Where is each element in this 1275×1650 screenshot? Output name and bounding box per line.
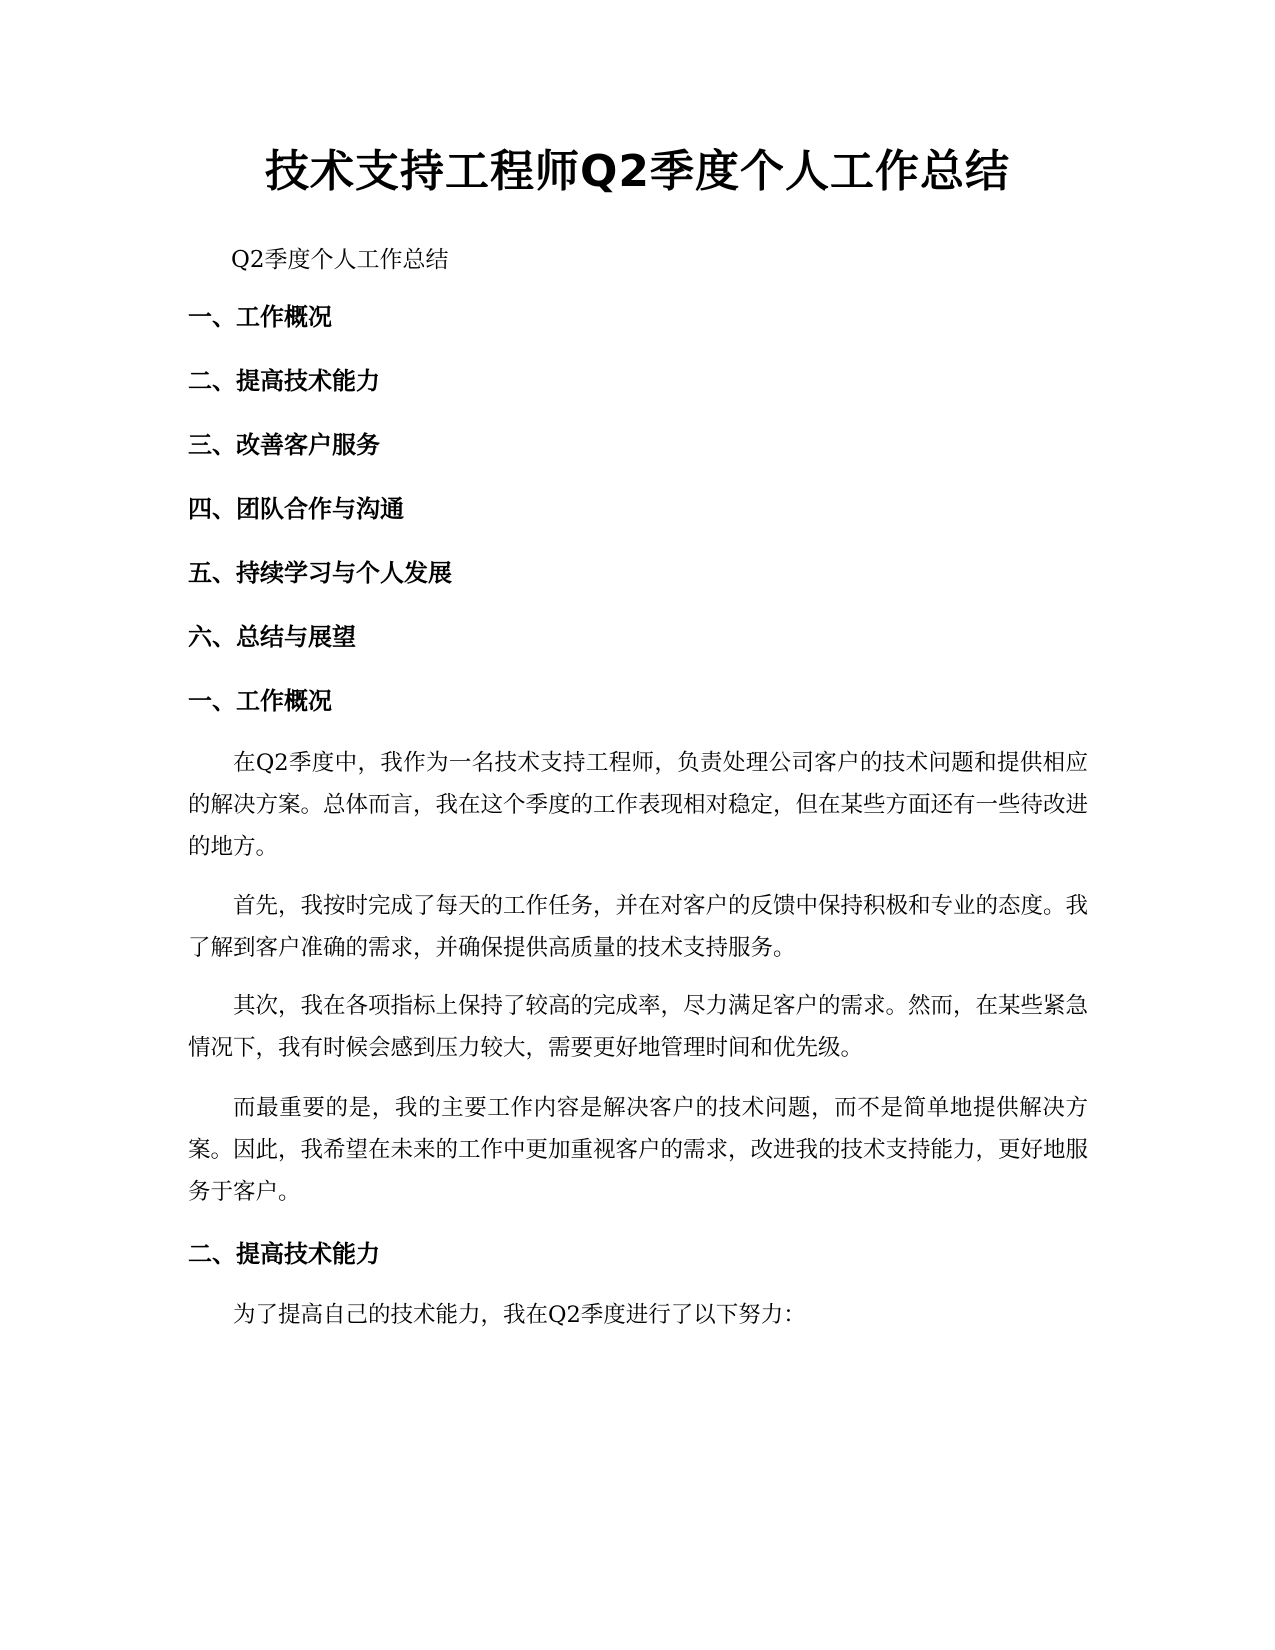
section-heading: 二、提高技术能力	[188, 1240, 380, 1268]
toc-item: 一、工作概况	[188, 303, 332, 331]
body-paragraph: 首先，我按时完成了每天的工作任务，并在对客户的反馈中保持积极和专业的态度。我了解到客户准确的需求，并确保提供高质量的技术支持服务。	[188, 893, 1089, 961]
toc-item: 三、改善客户服务	[188, 431, 380, 459]
body-paragraph: 在Q2季度中，我作为一名技术支持工程师，负责处理公司客户的技术问题和提供相应的解决方案。总体而言，我在这个季度的工作表现相对稳定，但在某些方面还有一些待改进的地方。	[188, 750, 1089, 860]
body-paragraph: 为了提高自己的技术能力，我在Q2季度进行了以下努力：	[233, 1302, 806, 1328]
body-paragraph: 而最重要的是，我的主要工作内容是解决客户的技术问题，而不是简单地提供解决方案。因此，我希望在未来的工作中更加重视客户的需求，改进我的技术支持能力，更好地服务于客户。	[188, 1095, 1089, 1205]
document-subtitle: Q2季度个人工作总结	[231, 247, 449, 273]
toc-item: 二、提高技术能力	[188, 367, 380, 395]
section-heading: 一、工作概况	[188, 687, 332, 715]
toc-item: 五、持续学习与个人发展	[188, 559, 452, 587]
toc-item: 四、团队合作与沟通	[188, 495, 404, 523]
toc-item: 六、总结与展望	[188, 623, 356, 651]
body-paragraph: 其次，我在各项指标上保持了较高的完成率，尽力满足客户的需求。然而，在某些紧急情况下，我有时候会感到压力较大，需要更好地管理时间和优先级。	[188, 993, 1089, 1061]
document-title: 技术支持工程师Q2季度个人工作总结	[264, 146, 1011, 197]
